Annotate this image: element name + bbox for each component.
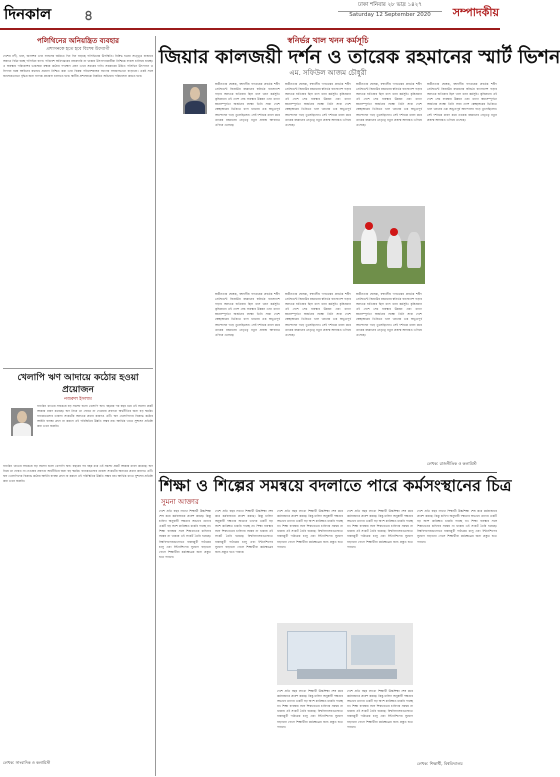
column-article bbox=[3, 372, 153, 774]
date-english: Saturday 12 September 2020 bbox=[338, 11, 442, 20]
editorial-body: দেশের নদী, খাল, জলাশয় এবং ফসলের জমিতে দিন দিন বাড়ছে পলিথিনের উপস্থিতি। নিষিদ্ধ হওয়া সত্ত্বেও বাজারে অবাধে বিক্রি হচ্ছে পলিথিন ব্যাগ। পরিবেশ অধিদপ্তরের নজরদারি না থাকায় উৎপাদনকারীরা নিশ্চিন্তে ব্যবসা চালিয়ে যাচ্ছে। এ অবস্থায় পরিবেশের ভারসাম্য রক্ষায় কঠোর পদক্ষেপ গ্রহণ এখন সময়ের দাবি। সরকারের উচিত পলিথিন উৎপাদন ও বিপণন বন্ধে আইনের যথাযথ প্রয়োগ নিশ্চিত করা এবং বিকল্প পরিবেশবান্ধব ব্যাগের সহজলভ্যতা বাড়ানো। একই সঙ্গে জনসচেতনতা বৃদ্ধির জন্য ব্যাপক প্রচারণা চালাতে হবে। স্থানীয় প্রশাসনকে নিয়মিত অভিযান পরিচালনা করতে হবে। bbox=[3, 54, 154, 79]
feature-photo bbox=[353, 206, 425, 284]
article-photo bbox=[277, 623, 413, 685]
feature-body-lower3: স্বাধীনতার ঘোষক, বহুদলীয় গণতন্ত্রের প্রবর্তক শহীদ প্রেসিডেন্ট জিয়াউর রহমানের স্বনির্ভর বাংলাদেশ গড়ার অন্যতম হাতিয়ার ছিল খাল খনন কর্মসূচি। কৃষিপ্রধান এই দেশে সেচ ব্যবস্থার উন্নয়ন এবং খাদ্যে স্বয়ংসম্পূর্ণতা অর্জনের লক্ষ্যে তিনি সারা দেশে স্বেচ্ছাশ্রমের ভিত্তিতে খাল খননের এক অভূতপূর্ব আন্দোলন গড়ে তুলেছিলেন। সেই দর্শনকে ধারণ করে তারেক রহমানের নেতৃত্বে নতুন প্রজন্ম আবারও এগিয়ে এসেছে। bbox=[356, 292, 423, 337]
feature-body-lower2: স্বাধীনতার ঘোষক, বহুদলীয় গণতন্ত্রের প্রবর্তক শহীদ প্রেসিডেন্ট জিয়াউর রহমানের স্বনির্ভর বাংলাদেশ গড়ার অন্যতম হাতিয়ার ছিল খাল খনন কর্মসূচি। কৃষিপ্রধান এই দেশে সেচ ব্যবস্থার উন্নয়ন এবং খাদ্যে স্বয়ংসম্পূর্ণতা অর্জনের লক্ষ্যে তিনি সারা দেশে স্বেচ্ছাশ্রমের ভিত্তিতে খাল খননের এক অভূতপূর্ব আন্দোলন গড়ে তুলেছিলেন। সেই দর্শনকে ধারণ করে তারেক রহমানের নেতৃত্বে নতুন প্রজন্ম আবারও এগিয়ে এসেছে। bbox=[285, 292, 352, 337]
section-title: সম্পাদকীয় bbox=[452, 6, 499, 19]
article-body-col2: দেশে প্রতি বছর লাখো শিক্ষার্থী উচ্চশিক্ষা শেষ করে কর্মবাজারে প্রবেশ করছে। কিন্তু চাহিদা অনুযায়ী দক্ষতার অভাবে তাদের একটি বড় অংশ কাঙ্ক্ষিত চাকরি পাচ্ছে না। শিক্ষা ব্যবস্থার সঙ্গে শিল্পখাতের চাহিদার সমন্বয় না থাকায় এই সংকট তৈরি হয়েছে। বিশ্ববিদ্যালয়গুলোতে বাস্তবমুখী পাঠ্যক্রম চালু এবং ইন্টার্নশিপের সুযোগ বাড়ানো গেলে শিক্ষার্থীরা কর্মক্ষেত্রের জন্য প্রস্তুত হতে পারবে। bbox=[215, 509, 274, 554]
article-headline: শিক্ষা ও শিল্পের সমন্বয়ে বদলাতে পারে কর্মসংস্থানের চিত্র bbox=[159, 476, 512, 495]
feature-author: এম. সফিউল আজম চৌধুরী bbox=[289, 69, 367, 77]
divider bbox=[159, 472, 497, 473]
article-body-col5: দেশে প্রতি বছর লাখো শিক্ষার্থী উচ্চশিক্ষা শেষ করে কর্মবাজারে প্রবেশ করছে। কিন্তু চাহিদা অনুযায়ী দক্ষতার অভাবে তাদের একটি বড় অংশ কাঙ্ক্ষিত চাকরি পাচ্ছে না। শিক্ষা ব্যবস্থার সঙ্গে শিল্পখাতের চাহিদার সমন্বয় না থাকায় এই সংকট তৈরি হয়েছে। বিশ্ববিদ্যালয়গুলোতে বাস্তবমুখী পাঠ্যক্রম চালু এবং ইন্টার্নশিপের সুযোগ বাড়ানো গেলে শিক্ষার্থীরা কর্মক্ষেত্রের জন্য প্রস্তুত হতে পারবে। bbox=[277, 689, 344, 729]
column-headline: খেলাপি ঋণ আদায়ে কঠোর হওয়া প্রয়োজন bbox=[17, 373, 139, 395]
feature-kicker: স্বনির্ভর খাল খনন কর্মসূচি bbox=[287, 36, 369, 45]
column-footer: লেখক: সাংবাদিক ও কলামিস্ট bbox=[3, 760, 51, 765]
editorial bbox=[3, 36, 153, 366]
article-body-col6: দেশে প্রতি বছর লাখো শিক্ষার্থী উচ্চশিক্ষা শেষ করে কর্মবাজারে প্রবেশ করছে। কিন্তু চাহিদা অনুযায়ী দক্ষতার অভাবে তাদের একটি বড় অংশ কাঙ্ক্ষিত চাকরি পাচ্ছে না। শিক্ষা ব্যবস্থার সঙ্গে শিল্পখাতের চাহিদার সমন্বয় না থাকায় এই সংকট তৈরি হয়েছে। বিশ্ববিদ্যালয়গুলোতে বাস্তবমুখী পাঠ্যক্রম চালু এবং ইন্টার্নশিপের সুযোগ বাড়ানো গেলে শিক্ষার্থীরা কর্মক্ষেত্রের জন্য প্রস্তুত হতে পারবে। bbox=[347, 689, 414, 729]
article-author: সুমনা আক্তার bbox=[161, 498, 199, 506]
feature-author-photo bbox=[183, 84, 207, 114]
feature-body-col4: স্বাধীনতার ঘোষক, বহুদলীয় গণতন্ত্রের প্রবর্তক শহীদ প্রেসিডেন্ট জিয়াউর রহমানের স্বনির্ভর বাংলাদেশ গড়ার অন্যতম হাতিয়ার ছিল খাল খনন কর্মসূচি। কৃষিপ্রধান এই দেশে সেচ ব্যবস্থার উন্নয়ন এবং খাদ্যে স্বয়ংসম্পূর্ণতা অর্জনের লক্ষ্যে তিনি সারা দেশে স্বেচ্ছাশ্রমের ভিত্তিতে খাল খননের এক অভূতপূর্ব আন্দোলন গড়ে তুলেছিলেন। সেই দর্শনকে ধারণ করে তারেক রহমানের নেতৃত্বে নতুন প্রজন্ম আবারও এগিয়ে এসেছে। bbox=[427, 82, 498, 122]
date-bangla: ঢাকা শনিবার ২৮ ভাদ্র ১৪২৭ bbox=[358, 2, 422, 8]
page-number: ৪ bbox=[84, 8, 94, 24]
column-body: ব্যাংকিং খাতের সবচেয়ে বড় সমস্যা হলো খেলাপি ঋণ। বছরের পর বছর ধরে এই সমস্যা প্রকট আকার ধারণ করেছে। ঋণ নিয়ে তা ফেরত না দেওয়ার প্রবণতা অর্থনীতির জন্য বড় হুমকি। ব্যাংকগুলোর তারল্য সংকটের অন্যতম প্রধান কারণও এটি। ঋণ খেলাপিদের বিরুদ্ধে কঠোর আইনি ব্যবস্থা গ্রহণ না করলে এই পরিস্থিতির উন্নতি সম্ভব নয়। আর্থিক খাতে সুশাসন প্রতিষ্ঠা করা এখন জরুরি। bbox=[3, 464, 154, 484]
column-divider bbox=[155, 36, 156, 776]
author-photo bbox=[11, 408, 33, 436]
feature-body-col1: স্বাধীনতার ঘোষক, বহুদলীয় গণতন্ত্রের প্রবর্তক শহীদ প্রেসিডেন্ট জিয়াউর রহমানের স্বনির্ভর বাংলাদেশ গড়ার অন্যতম হাতিয়ার ছিল খাল খনন কর্মসূচি। কৃষিপ্রধান এই দেশে সেচ ব্যবস্থার উন্নয়ন এবং খাদ্যে স্বয়ংসম্পূর্ণতা অর্জনের লক্ষ্যে তিনি সারা দেশে স্বেচ্ছাশ্রমের ভিত্তিতে খাল খননের এক অভূতপূর্ব আন্দোলন গড়ে তুলেছিলেন। সেই দর্শনকে ধারণ করে তারেক রহমানের নেতৃত্বে নতুন প্রজন্ম আবারও এগিয়ে এসেছে। bbox=[215, 82, 281, 127]
article-body-col1: দেশে প্রতি বছর লাখো শিক্ষার্থী উচ্চশিক্ষা শেষ করে কর্মবাজারে প্রবেশ করছে। কিন্তু চাহিদা অনুযায়ী দক্ষতার অভাবে তাদের একটি বড় অংশ কাঙ্ক্ষিত চাকরি পাচ্ছে না। শিক্ষা ব্যবস্থার সঙ্গে শিল্পখাতের চাহিদার সমন্বয় না থাকায় এই সংকট তৈরি হয়েছে। বিশ্ববিদ্যালয়গুলোতে বাস্তবমুখী পাঠ্যক্রম চালু এবং ইন্টার্নশিপের সুযোগ বাড়ানো গেলে শিক্ষার্থীরা কর্মক্ষেত্রের জন্য প্রস্তুত হতে পারবে। bbox=[159, 509, 212, 559]
feature-body-col2: স্বাধীনতার ঘোষক, বহুদলীয় গণতন্ত্রের প্রবর্তক শহীদ প্রেসিডেন্ট জিয়াউর রহমানের স্বনির্ভর বাংলাদেশ গড়ার অন্যতম হাতিয়ার ছিল খাল খনন কর্মসূচি। কৃষিপ্রধান এই দেশে সেচ ব্যবস্থার উন্নয়ন এবং খাদ্যে স্বয়ংসম্পূর্ণতা অর্জনের লক্ষ্যে তিনি সারা দেশে স্বেচ্ছাশ্রমের ভিত্তিতে খাল খননের এক অভূতপূর্ব আন্দোলন গড়ে তুলেছিলেন। সেই দর্শনকে ধারণ করে তারেক রহমানের নেতৃত্বে নতুন প্রজন্ম আবারও এগিয়ে এসেছে। bbox=[285, 82, 352, 127]
feature-body-lower1: স্বাধীনতার ঘোষক, বহুদলীয় গণতন্ত্রের প্রবর্তক শহীদ প্রেসিডেন্ট জিয়াউর রহমানের স্বনির্ভর বাংলাদেশ গড়ার অন্যতম হাতিয়ার ছিল খাল খনন কর্মসূচি। কৃষিপ্রধান এই দেশে সেচ ব্যবস্থার উন্নয়ন এবং খাদ্যে স্বয়ংসম্পূর্ণতা অর্জনের লক্ষ্যে তিনি সারা দেশে স্বেচ্ছাশ্রমের ভিত্তিতে খাল খননের এক অভূতপূর্ব আন্দোলন গড়ে তুলেছিলেন। সেই দর্শনকে ধারণ করে তারেক রহমানের নেতৃত্বে নতুন প্রজন্ম আবারও এগিয়ে এসেছে। bbox=[215, 292, 281, 337]
bottom-article bbox=[159, 475, 512, 775]
column-body-intro: ব্যাংকিং খাতের সবচেয়ে বড় সমস্যা হলো খেলাপি ঋণ। বছরের পর বছর ধরে এই সমস্যা প্রকট আকার ধারণ করেছে। ঋণ নিয়ে তা ফেরত না দেওয়ার প্রবণতা অর্থনীতির জন্য বড় হুমকি। ব্যাংকগুলোর তারল্য সংকটের অন্যতম প্রধান কারণও এটি। ঋণ খেলাপিদের বিরুদ্ধে কঠোর আইনি ব্যবস্থা গ্রহণ না করলে এই পরিস্থিতির উন্নতি সম্ভব নয়। আর্থিক খাতে সুশাসন প্রতিষ্ঠা করা এখন জরুরি। bbox=[37, 404, 154, 429]
column-author: নজরুল ইসলাম bbox=[64, 397, 92, 402]
article-body-col7: দেশে প্রতি বছর লাখো শিক্ষার্থী উচ্চশিক্ষা শেষ করে কর্মবাজারে প্রবেশ করছে। কিন্তু চাহিদা অনুযায়ী দক্ষতার অভাবে তাদের একটি বড় অংশ কাঙ্ক্ষিত চাকরি পাচ্ছে না। শিক্ষা ব্যবস্থার সঙ্গে শিল্পখাতের চাহিদার সমন্বয় না থাকায় এই সংকট তৈরি হয়েছে। বিশ্ববিদ্যালয়গুলোতে বাস্তবমুখী পাঠ্যক্রম চালু এবং ইন্টার্নশিপের সুযোগ বাড়ানো গেলে শিক্ষার্থীরা কর্মক্ষেত্রের জন্য প্রস্তুত হতে পারবে। bbox=[417, 509, 498, 544]
feature-headline: জিয়ার কালজয়ী দর্শন ও তারেক রহমানের স্মার্ট ভিশন bbox=[159, 46, 560, 68]
editorial-headline: পলিথিনের অনিয়ন্ত্রিত ব্যবহার bbox=[36, 37, 120, 45]
editorial-subline: প্রশাসনকে হতে হবে বিশেষ উদ্যোগী bbox=[46, 47, 110, 52]
article-body-col3: দেশে প্রতি বছর লাখো শিক্ষার্থী উচ্চশিক্ষা শেষ করে কর্মবাজারে প্রবেশ করছে। কিন্তু চাহিদা অনুযায়ী দক্ষতার অভাবে তাদের একটি বড় অংশ কাঙ্ক্ষিত চাকরি পাচ্ছে না। শিক্ষা ব্যবস্থার সঙ্গে শিল্পখাতের চাহিদার সমন্বয় না থাকায় এই সংকট তৈরি হয়েছে। বিশ্ববিদ্যালয়গুলোতে বাস্তবমুখী পাঠ্যক্রম চালু এবং ইন্টার্নশিপের সুযোগ বাড়ানো গেলে শিক্ষার্থীরা কর্মক্ষেত্রের জন্য প্রস্তুত হতে পারবে। bbox=[277, 509, 344, 549]
article-footer: লেখক: শিক্ষার্থী, বিশ্ববিদ্যালয় bbox=[417, 761, 463, 766]
feature-body-col3: স্বাধীনতার ঘোষক, বহুদলীয় গণতন্ত্রের প্রবর্তক শহীদ প্রেসিডেন্ট জিয়াউর রহমানের স্বনির্ভর বাংলাদেশ গড়ার অন্যতম হাতিয়ার ছিল খাল খনন কর্মসূচি। কৃষিপ্রধান এই দেশে সেচ ব্যবস্থার উন্নয়ন এবং খাদ্যে স্বয়ংসম্পূর্ণতা অর্জনের লক্ষ্যে তিনি সারা দেশে স্বেচ্ছাশ্রমের ভিত্তিতে খাল খননের এক অভূতপূর্ব আন্দোলন গড়ে তুলেছিলেন। সেই দর্শনকে ধারণ করে তারেক রহমানের নেতৃত্বে নতুন প্রজন্ম আবারও এগিয়ে এসেছে। bbox=[356, 82, 423, 127]
article-body-col4: দেশে প্রতি বছর লাখো শিক্ষার্থী উচ্চশিক্ষা শেষ করে কর্মবাজারে প্রবেশ করছে। কিন্তু চাহিদা অনুযায়ী দক্ষতার অভাবে তাদের একটি বড় অংশ কাঙ্ক্ষিত চাকরি পাচ্ছে না। শিক্ষা ব্যবস্থার সঙ্গে শিল্পখাতের চাহিদার সমন্বয় না থাকায় এই সংকট তৈরি হয়েছে। বিশ্ববিদ্যালয়গুলোতে বাস্তবমুখী পাঠ্যক্রম চালু এবং ইন্টার্নশিপের সুযোগ বাড়ানো গেলে শিক্ষার্থীরা কর্মক্ষেত্রের জন্য প্রস্তুত হতে পারবে। bbox=[347, 509, 414, 549]
divider bbox=[3, 368, 153, 369]
feature-article bbox=[159, 36, 560, 470]
newspaper-logo: দিনকাল bbox=[4, 5, 52, 23]
masthead bbox=[0, 0, 500, 30]
feature-footer: লেখক: রাজনীতিক ও কলামিস্ট bbox=[427, 461, 477, 466]
date-box bbox=[338, 2, 442, 19]
